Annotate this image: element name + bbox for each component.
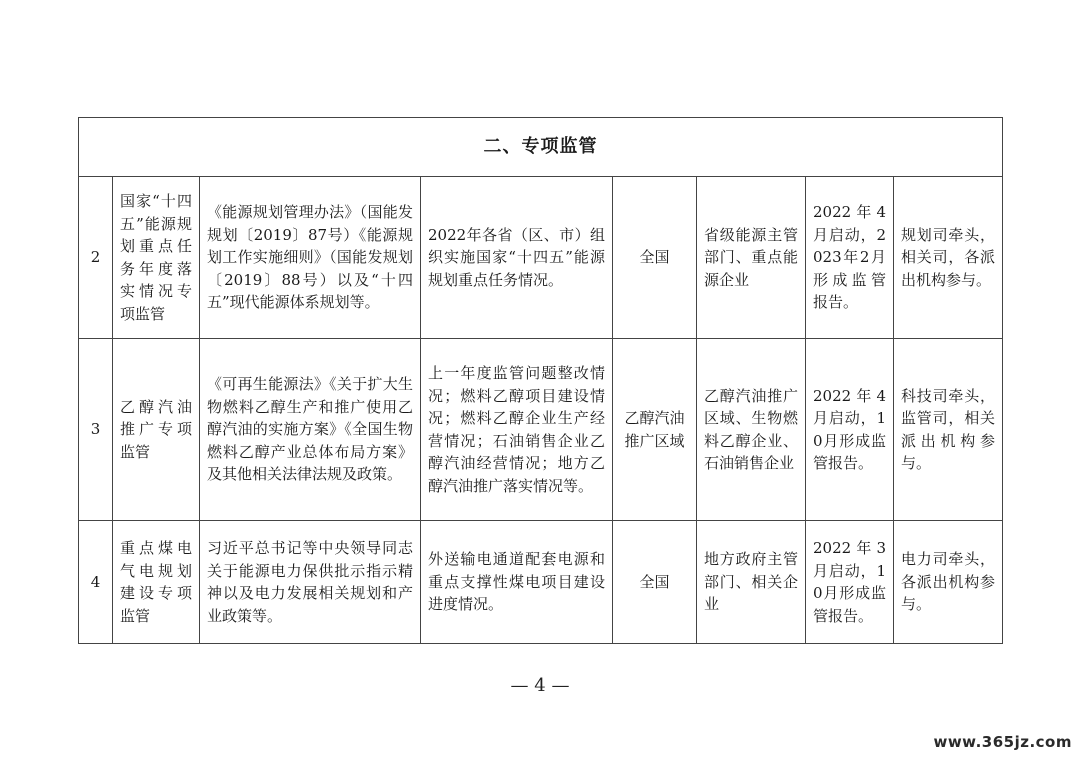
policy-basis: 《可再生能源法》《关于扩大生物燃料乙醇生产和推广使用乙醇汽油的实施方案》《全国生物燃料乙醇产业总体布局方案》及其他相关法律法规及政策。	[200, 339, 421, 521]
site-watermark: www.365jz.com	[933, 733, 1072, 751]
supervision-content: 外送输电通道配套电源和重点支撑性煤电项目建设进度情况。	[421, 521, 613, 644]
page-number: — 4 —	[510, 675, 570, 696]
responsible-org: 电力司牵头，各派出机构参与。	[894, 521, 1003, 644]
section-header-row	[79, 118, 1003, 177]
time-schedule: 2022年4月启动，10月形成监管报告。	[806, 339, 894, 521]
responsible-org: 科技司牵头，监管司，相关派出机构参与。	[894, 339, 1003, 521]
supervision-scope: 全国	[613, 177, 697, 339]
supervision-scope: 乙醇汽油推广区域	[613, 339, 697, 521]
supervision-table	[78, 117, 1003, 644]
row-number: 4	[79, 521, 113, 644]
item-name: 乙醇汽油推广专项监管	[113, 339, 200, 521]
item-name: 国家“十四五”能源规划重点任务年度落实情况专项监管	[113, 177, 200, 339]
responsible-org: 规划司牵头，相关司，各派出机构参与。	[894, 177, 1003, 339]
supervision-scope: 全国	[613, 521, 697, 644]
row-number: 3	[79, 339, 113, 521]
item-name: 重点煤电气电规划建设专项监管	[113, 521, 200, 644]
table-row	[79, 521, 1003, 644]
supervision-content: 上一年度监管问题整改情况；燃料乙醇项目建设情况；燃料乙醇企业生产经营情况；石油销售企业乙醇汽油经营情况；地方乙醇汽油推广落实情况等。	[421, 339, 613, 521]
policy-basis: 习近平总书记等中央领导同志关于能源电力保供批示指示精神以及电力发展相关规划和产业政策等。	[200, 521, 421, 644]
time-schedule: 2022年4月启动，2023年2月形成监管报告。	[806, 177, 894, 339]
table-row	[79, 339, 1003, 521]
time-schedule: 2022年3月启动，10月形成监管报告。	[806, 521, 894, 644]
row-number: 2	[79, 177, 113, 339]
supervision-targets: 地方政府主管部门、相关企业	[697, 521, 806, 644]
section-title: 二、专项监管	[79, 118, 1003, 177]
supervision-content: 2022年各省（区、市）组织实施国家“十四五”能源规划重点任务情况。	[421, 177, 613, 339]
supervision-targets: 乙醇汽油推广区域、生物燃料乙醇企业、石油销售企业	[697, 339, 806, 521]
supervision-targets: 省级能源主管部门、重点能源企业	[697, 177, 806, 339]
policy-basis: 《能源规划管理办法》（国能发规划〔2019〕87号）《能源规划工作实施细则》（国能发规划〔2019〕88号）以及“十四五”现代能源体系规划等。	[200, 177, 421, 339]
table-row	[79, 177, 1003, 339]
